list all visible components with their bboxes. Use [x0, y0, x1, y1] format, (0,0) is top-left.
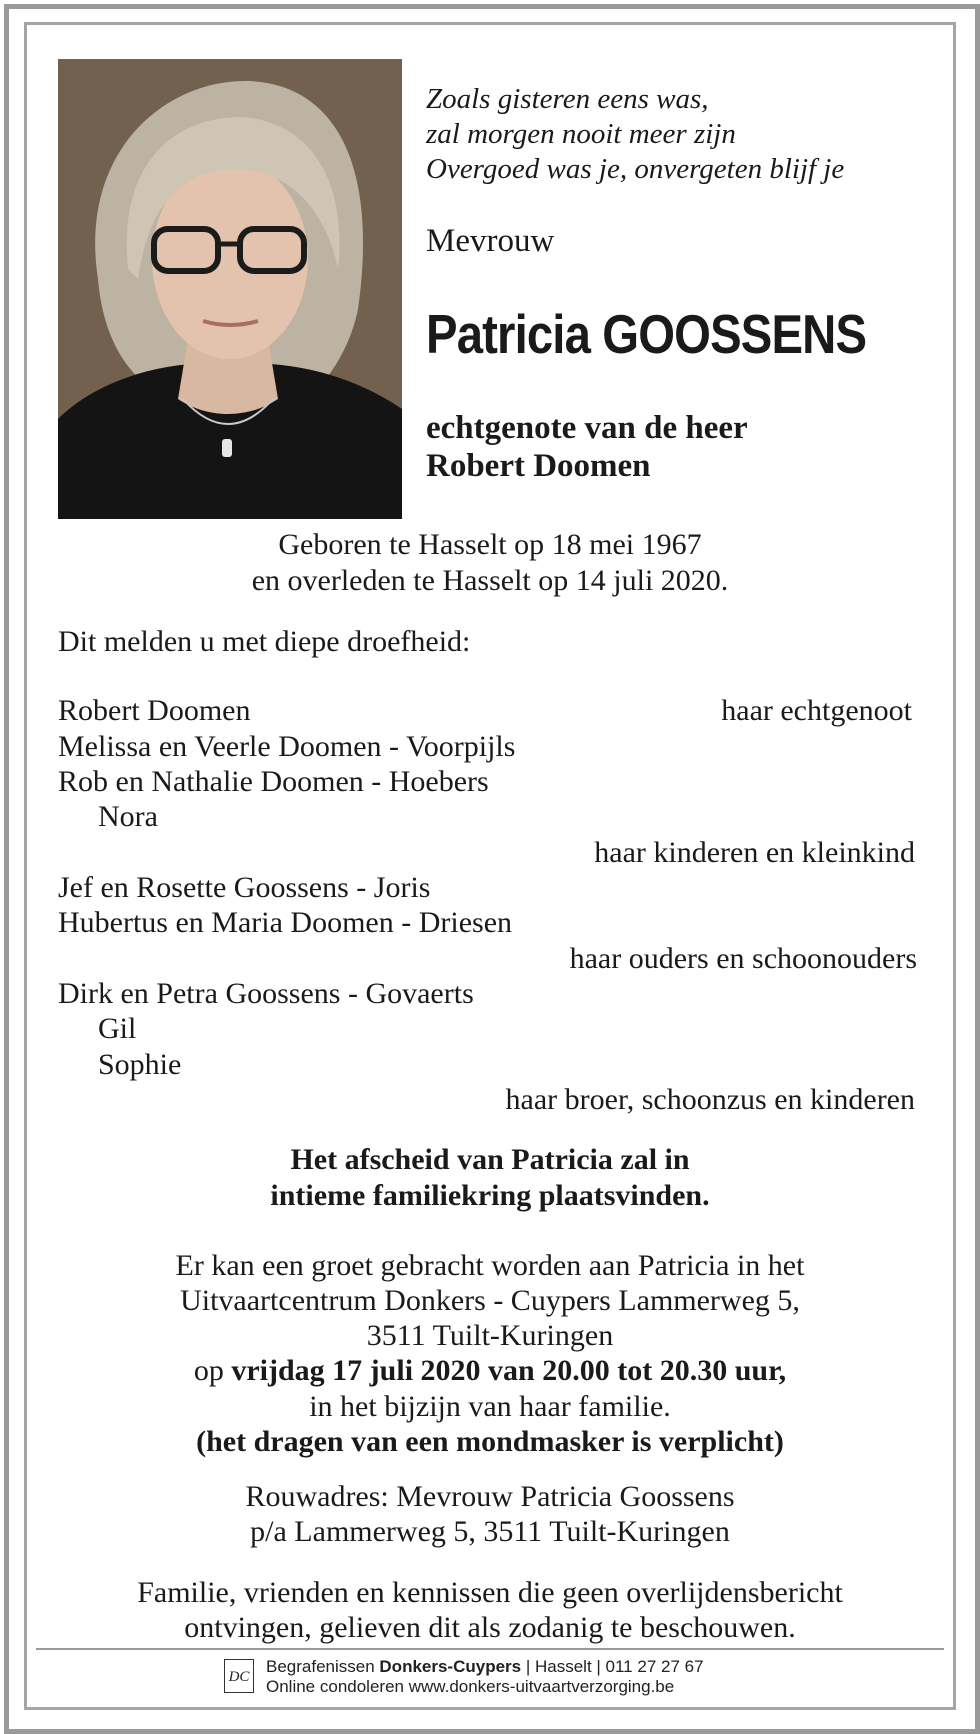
visit-line-4 — [0, 1353, 980, 1388]
farewell-line-2: intieme familiekring plaatsvinden. — [270, 1179, 710, 1212]
poem-line-2: zal morgen nooit meer zijn — [426, 118, 736, 150]
visit-line-1: Er kan een groet gebracht worden aan Patricia in het — [175, 1249, 805, 1282]
visit-line-2: Uitvaartcentrum Donkers - Cuypers Lammerweg 5, — [180, 1284, 800, 1317]
footer-prefix: Begrafenissen — [266, 1657, 380, 1676]
footer-contact: | Hasselt | 011 27 27 67 — [521, 1657, 704, 1676]
death-line: en overleden te Hasselt op 14 juli 2020. — [251, 564, 729, 597]
farewell-line-1: Het afscheid van Patricia zal in — [290, 1143, 690, 1176]
family-relation: haar ouders en schoonouders — [569, 942, 917, 975]
visit-date: vrijdag 17 juli 2020 van 20.00 tot 20.30 uur, — [231, 1354, 787, 1387]
spouse-line-1: echtgenote van de heer — [426, 410, 748, 446]
family-member: Nora — [98, 800, 158, 833]
footer-company-line — [266, 1657, 704, 1677]
birth-line: Geboren te Hasselt op 18 mei 1967 — [278, 528, 702, 561]
family-member: Sophie — [98, 1048, 182, 1081]
deceased-name: Patricia GOOSSENS — [426, 303, 867, 365]
family-member: Robert Doomen — [58, 694, 251, 727]
announcement-intro: Dit melden u met diepe droefheid: — [58, 625, 471, 658]
closing-line-1: Familie, vrienden en kennissen die geen overlijdensbericht — [137, 1576, 843, 1609]
footer-company-name: Donkers-Cuypers — [379, 1657, 522, 1676]
visit-line-3: 3511 Tuilt-Kuringen — [366, 1319, 614, 1352]
family-relation: haar kinderen en kleinkind — [594, 836, 915, 869]
family-member: Hubertus en Maria Doomen - Driesen — [58, 906, 513, 939]
funeral-home-logo: DC — [224, 1659, 254, 1693]
family-member: Gil — [98, 1012, 137, 1045]
portrait-photo — [58, 59, 402, 519]
family-member: Jef en Rosette Goossens - Joris — [58, 871, 431, 904]
family-member: Melissa en Veerle Doomen - Voorpijls — [58, 730, 516, 763]
poem-line-3: Overgoed was je, onvergeten blijf je — [426, 153, 845, 185]
visit-line-5: in het bijzijn van haar familie. — [309, 1390, 671, 1423]
address-line-1: Rouwadres: Mevrouw Patricia Goossens — [245, 1480, 735, 1513]
footer-divider — [36, 1648, 944, 1650]
family-member: Dirk en Petra Goossens - Govaerts — [58, 977, 474, 1010]
mask-notice: (het dragen van een mondmasker is verplicht) — [196, 1425, 784, 1458]
footer-online-condolences[interactable]: Online condoleren www.donkers-uitvaartverzorging.be — [266, 1677, 675, 1696]
family-member: Rob en Nathalie Doomen - Hoebers — [58, 765, 489, 798]
spouse-line-2: Robert Doomen — [426, 448, 651, 484]
poem-line-1: Zoals gisteren eens was, — [426, 83, 709, 115]
family-relation: haar echtgenoot — [721, 694, 912, 727]
family-relation: haar broer, schoonzus en kinderen — [505, 1083, 915, 1116]
closing-line-2: ontvingen, gelieven dit als zodanig te beschouwen. — [184, 1611, 796, 1644]
salutation: Mevrouw — [426, 223, 555, 259]
visit-date-prefix: op — [193, 1354, 232, 1387]
address-line-2: p/a Lammerweg 5, 3511 Tuilt-Kuringen — [250, 1515, 730, 1548]
